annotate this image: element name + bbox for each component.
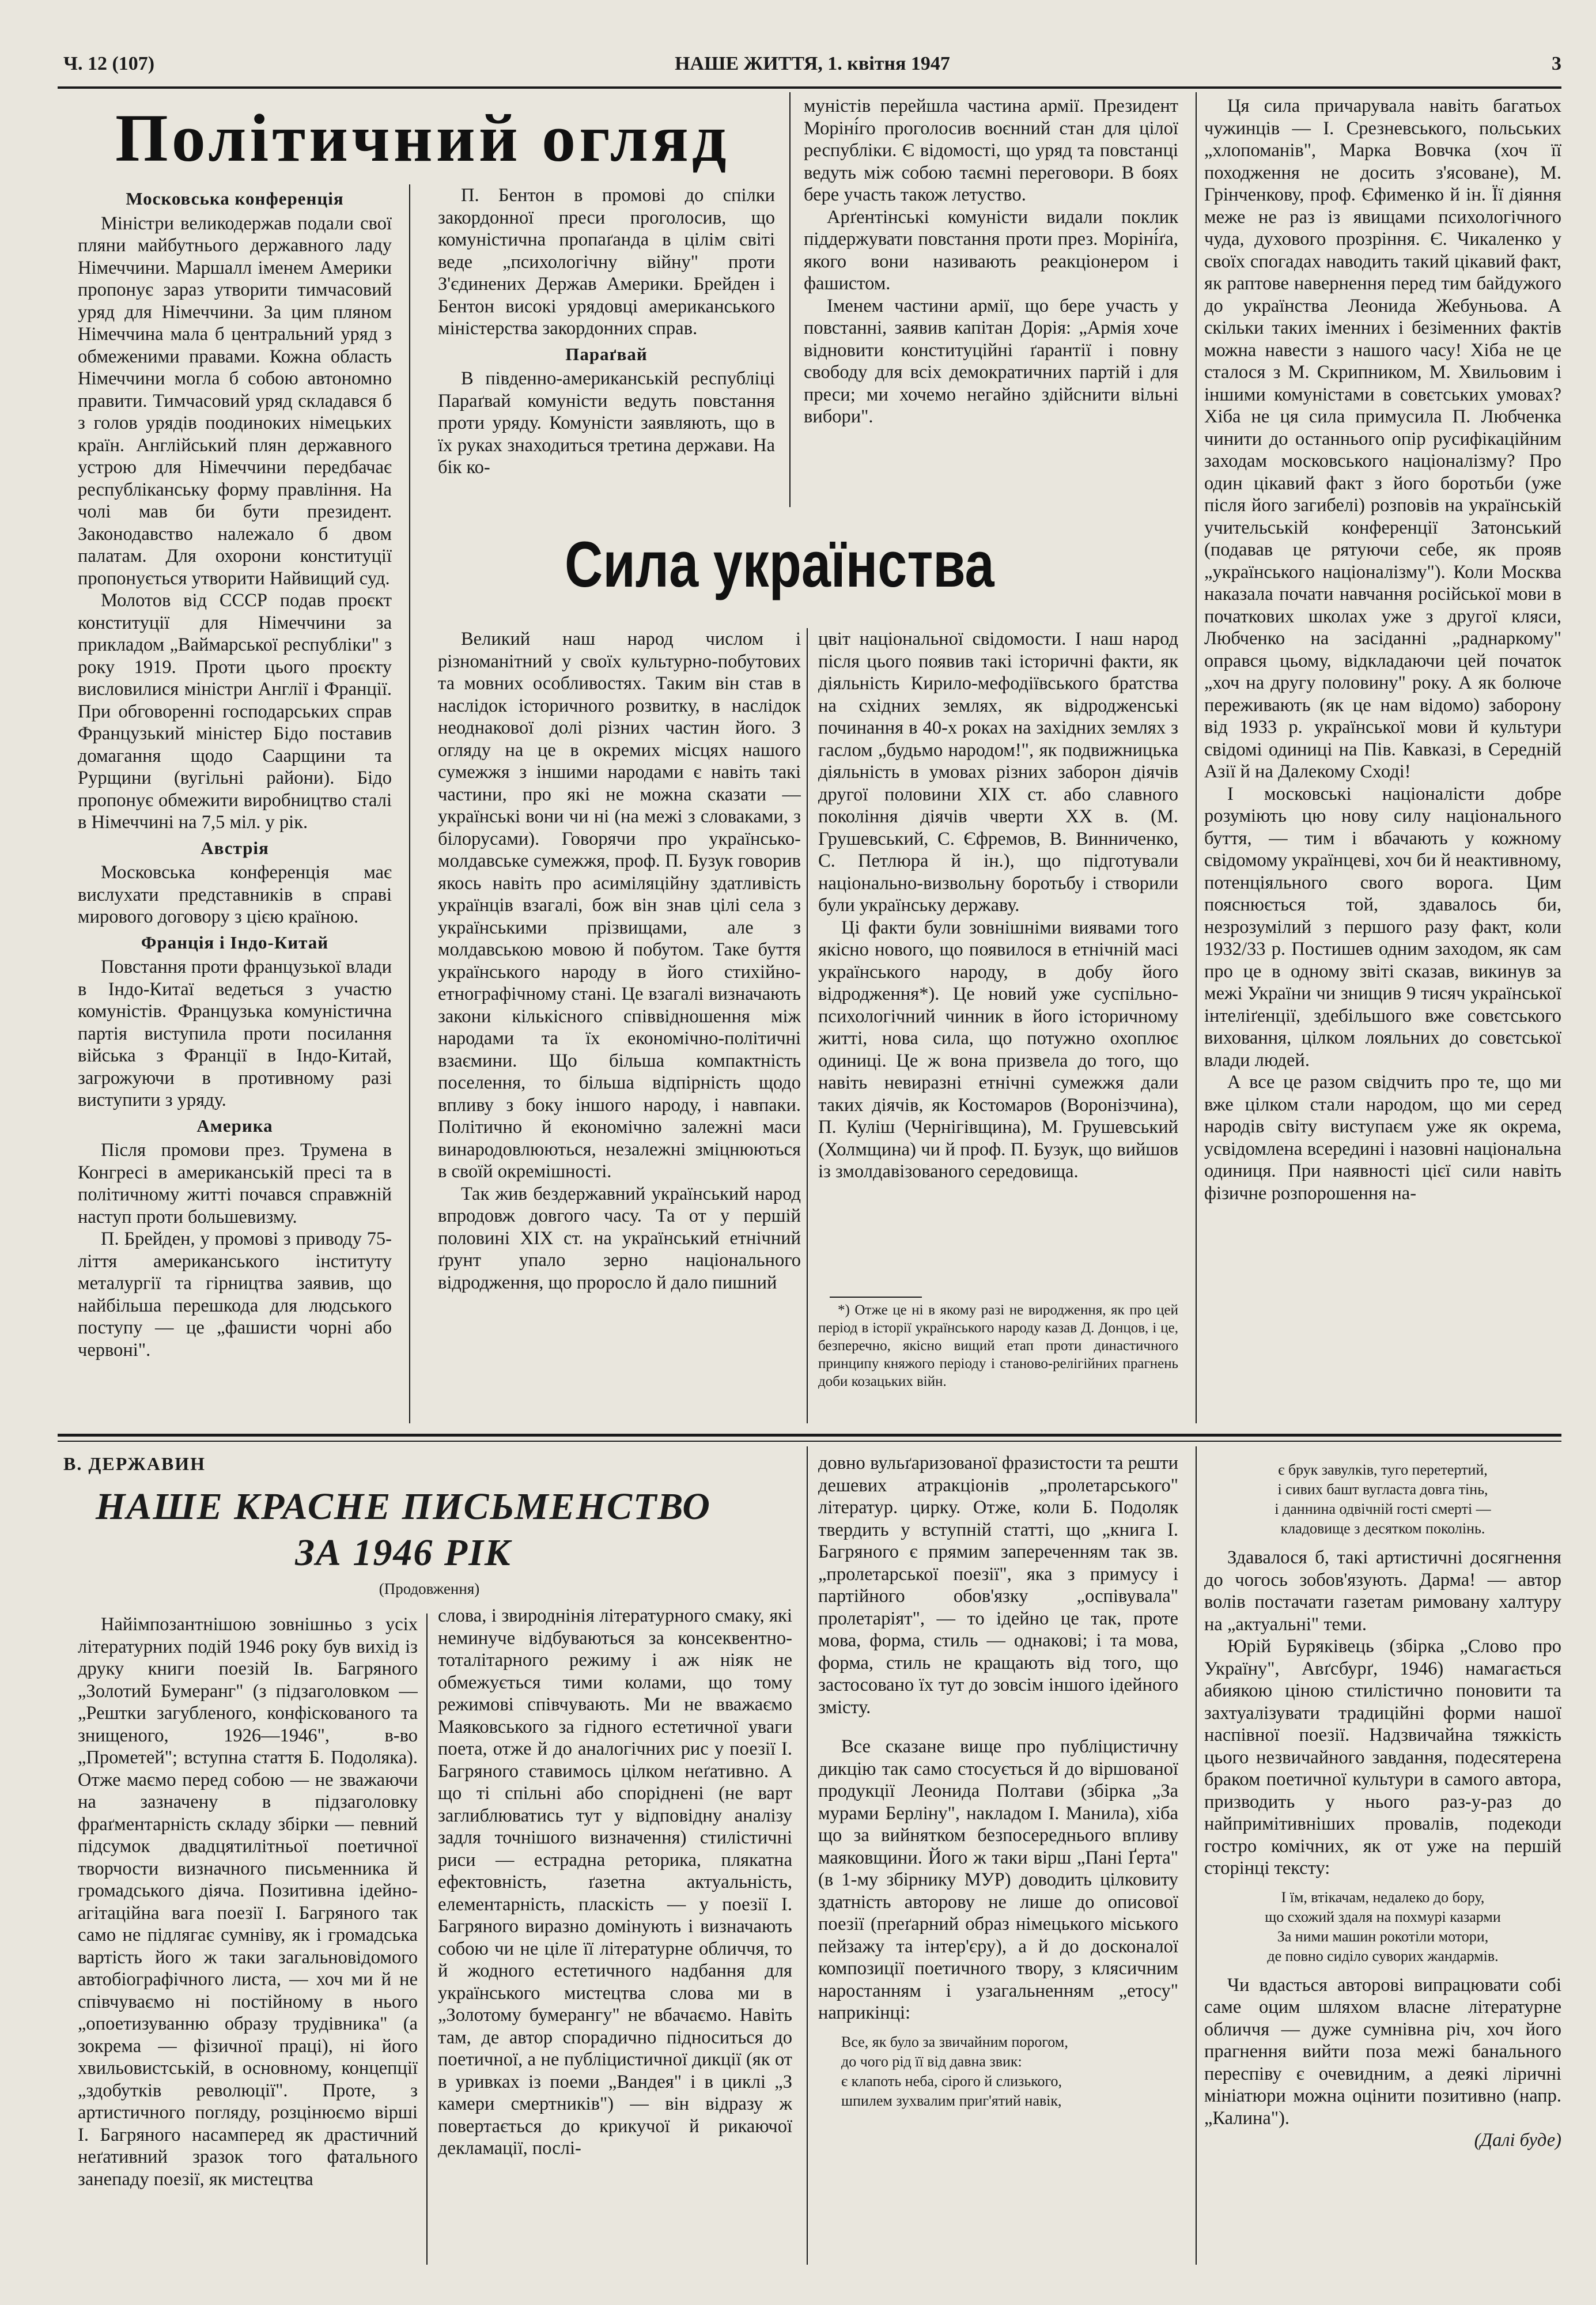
column-rule	[409, 184, 410, 1423]
poem-line: де повно сиділо суворих жандармів.	[1267, 1947, 1499, 1964]
issue-number: Ч. 12 (107)	[63, 53, 155, 74]
article1-column-2	[438, 184, 775, 507]
paragraph: Арґентінські комуністи видали поклик піддержувати повстання проти през. Моріні́ґа, якого вони називають реакціонером і фашистом.	[804, 206, 1178, 294]
column-rule	[789, 92, 791, 507]
paragraph: муністів перейшла частина армії. Президент Моріні́го проголосив воєнний стан для цілої республіки. Є відомості, що уряд та повстанці ведуть між собою таємні переговори. В боях бере участь також летуство.	[804, 96, 1178, 205]
article3-column-3	[818, 1452, 1178, 2265]
poem-excerpt-2	[1204, 1460, 1561, 1539]
column-rule	[1196, 92, 1197, 1423]
paragraph: Великий наш народ числом і різноманітний у своїх культурно-побутових та мовних особливостях. Таким він став в наслідок історичного розвитку, в наслідок неоднакової долі різних частин його. З огляду на це в окремих місцях нашого сумежжя з іншими народами є навіть такі частини, про які не можна сказати — українські вони чи ні (на межі з словаками, з білорусами). Говорячи про українсько-молдавське сумежжя, проф. П. Бузук говорив якось навіть про асиміляційну здатливість українців взагалі, бож він знав цілі села з українськими прізвищами, але з молдавською мовою й побутом. Таке буття українського народу в його стихійно-етнографічному стані. Це взагалі визначають закони кількісного співвідношення між народами та їх економічно-політичні взаємини. Що більша компактність поселення, то більша відпірність щодо впливу з боку іншого народу, і навпаки. Політично й економічно залежні маси винародовлюються, незалежні зміцнюються в своїй окремішності.	[438, 629, 801, 1182]
poem-line: що схожий здаля на похмурі казарми	[1265, 1908, 1501, 1925]
article3-column-2	[438, 1605, 792, 2265]
poem-line: до чого рід її від давна звик:	[841, 2053, 1022, 2070]
article2-column-1	[438, 628, 801, 1423]
paragraph: Ця сила причарувала навіть багатьох чужинців — І. Срезневського, польських „хлопоманів", Марка Вовчка (хоч її походження не досить з'ясоване), М. Грінченкову, проф. Єфименко й ін. Її діяння меже не раз із явищами психологічного чуда, духового прозріння. Є. Чикаленко у своїх спогадах наводить такий цікавий факт, як раптове навернення перед тим байдужого до українства Леонида Жебуньова. А скільки таких іменних і безіменних фактів можна навести з нашого часу! Хіба не це сталося з М. Скрипником, М. Хвильовим і іншими комуністами в совєтських умовах? Хіба не ця сила примусила П. Любченка чинити до останнього опір русифікаційним заходам московського націоналізму? Про один цікавий факт з його боротьби (уже після його загибелі) розповів на українській учительській конференції Затонський (подавав це рятуючи себе, як прояв „українського націоналізму"). Коли Москва наказала почати навчання російської мови в початкових школах уже з другої кляси, Любченко на засіданні „раднаркому" оправся цьому, відкладаючи цей початок „хоч на другу половину" року. А як болюче переживають (як це нам відомо) заборону від 1933 р. української мови й культури свідомі одиниці на Пів. Кавказі, в Середній Азії й на Далекому Сході!	[1204, 96, 1561, 782]
poem-line: Все, як було за звичайним порогом,	[841, 2033, 1068, 2050]
subhead-america: Америка	[196, 1115, 273, 1136]
paper-title-date: НАШЕ ЖИТТЯ, 1. квітня 1947	[675, 53, 950, 74]
article3-column-4	[1204, 1452, 1561, 2265]
paragraph: А все це разом свідчить про те, що ми вже цілком стали народом, що ми серед народів світу виступаєм уже як окрема, усвідомлена всередині і назовні національна одиниця. При наявності цієї сили навіть фізичне розпорошення на-	[1204, 1072, 1561, 1204]
subhead-france-indochina: Франція і Індо-Китай	[141, 932, 329, 953]
paragraph: П. Бентон в промові до спілки закордонної преси проголосив, що комуністична пропаґанда в цілім світі веде „психологічну війну" проти З'єдинених Держав Америки. Брейден і Бентон високі урядовці американського міністерства закордонних справ.	[438, 185, 775, 339]
footnote-rule	[830, 1297, 922, 1298]
section-rule-thin	[58, 1441, 1561, 1442]
paragraph: Московська конференція має вислухати представників в справі мирового договору з цією країною.	[78, 862, 392, 927]
masthead	[63, 53, 1561, 82]
section-rule	[58, 1434, 1561, 1437]
paragraph: Молотов від СССР подав проєкт конституції для Німеччини за прикладом „Ваймарської республіки" з року 1919. Проти цього проєкту висловилися міністри Англії і Франції. При обговоренні господарських справ Французький міністер Бідо поставив домагання щодо Саарщини та Рурщини (вугільні райони). Бідо пропонує обмежити виробництво сталі в Німеччині на 7,5 міл. у рік.	[78, 590, 392, 833]
paragraph: Міністри великодержав подали свої пляни майбутнього державного ладу Німеччини. Маршалл іменем Америки пропонує зараз утворити тимчасовий уряд для Німеччини. За цим пляном Німеччина мала б центральний уряд з обмеженими правами. Кожна область Німеччини могла б собою автономно правити. Тимчасовий уряд складався б з голов урядів поодиноких німецьких країн. Англійський плян державного устрою для Німеччини передбачає республіканську форму правління. На чолі мав би бути президент. Законодавство належало б двом палатам. Для охорони конституції пропонується утворити Найвищий суд.	[78, 213, 392, 589]
paragraph: Чи вдасться авторові випрацювати собі саме оцим шляхом власне літературне обличчя — дуже сумнівна річ, хоч його прагнення вийти поза межі банального переспіву є очевидним, а деякі ліричні мініатюри можна оцінити позитивно (напр. „Калина").	[1204, 1974, 1561, 2129]
article3-column-1	[78, 1614, 418, 2265]
continued-note: (Продовження)	[379, 1580, 480, 1597]
article1-column-1	[78, 184, 392, 1423]
poem-line: є брук завулків, туго перетертий,	[1278, 1461, 1488, 1478]
paragraph: Все сказане вище про публіцистичну дикцію так само стосується й до віршованої продукції Леонида Полтави (збірка „За мурами Берліну", накладом І. Манила), хіба що за вийнятком безпосереднього впливу маяковщини. Його ж таки вірш „Пані Ґерта" (в 1-му збірнику МУР) доводить цілковиту здатність авторову не лише до описової поезії (преґарний образ німецького міського пейзажу та інтер'єру), а й до досконалої композиції поетичного твору, з клясичним наростанням і узагальненням „етосу" наприкінці:	[818, 1736, 1178, 2023]
column-rule	[807, 628, 808, 1423]
paragraph: Повстання проти французької влади в Індо-Китаї ведеться з участю комуністів. Французька комуністична партія виступила проти посилання війська з Франції в Індо-Китай, загрожуючи в противному разі виступити з уряду.	[78, 957, 392, 1110]
paragraph: Після промови през. Трумена в Конгресі в американській пресі та в політичному житті почався справжній наступ проти большевизму.	[78, 1140, 392, 1227]
poem-line: і даннина одвічній гості смерті —	[1274, 1501, 1491, 1517]
article2-column-2	[818, 628, 1178, 1291]
author-byline: В. ДЕРЖАВИН	[63, 1453, 206, 1474]
headline-line-1: НАШЕ КРАСНЕ ПИСЬМЕНСТВО	[96, 1486, 711, 1528]
column-rule	[426, 1614, 428, 2265]
paragraph: слова, і звироднінія літературного смаку, які неминуче відбуваються за консеквентно-тоталітарного режиму і аж ніяк не обмежується тими колами, що тому режимові співчувають. Ми не вважаємо Маяковського за гідного естетичної уваги поета, отже й до аналогічних рис у поезії І. Багряного ставимось цілком неґативно. А що ті спільні або споріднені (не варт заглиблюватись тут у відповідну аналізу задля точнішого визначення) стилістичні риси — естрадна реторика, плякатна ефектовність, ґазетна актуальність, елементарність, пласкість — у поезії І. Багряного виразно домінують і визначають собою чи не ціле її літературне обличчя, то й жодного естетичного надбання для українського мистецтва слова ми в „Золотому бумерангу" не вбачаємо. Навіть там, де автор спорадично підноситься до поетичної, а не публіцистичної дикції (як от в уривках із поеми „Вандея" і в циклі „З камери смертників") — він відразу ж повертається до крикучої й рикаючої декламації, послі-	[438, 1605, 792, 2159]
paragraph: довно вульґаризованої фразистости та решти дешевих атракціонів „пролетарського" літератур. цирку. Отже, коли Б. Подоляк твердить у вступній статті, що „книга І. Багряного є прямим запереченням так зв. „пролетарської поезії", яка з примусу і партійного обов'язку „оспівувала" пролетаріят", — то ідейно це так, проте мова, форма, стиль — однакові; і та мова, форма, стиль не кращають від того, що застосовано їх тут до зовсім іншого ідейного змісту.	[818, 1453, 1178, 1718]
headline-strength-of-ukrainianness: Сила українства	[565, 528, 994, 600]
paragraph: Так жив бездержавний український народ впродовж довгого часу. Та от у першій половині XIX ст. на український етнічний ґрунт упало зерно національного відродження, що проросло й дало пишний	[438, 1183, 801, 1293]
poem-line: шпилем зухвалим приг'ятий навік,	[841, 2092, 1062, 2109]
masthead-rule	[58, 86, 1561, 89]
poem-line: і сивих башт вугласта довга тінь,	[1277, 1481, 1488, 1498]
page-number: 3	[1552, 53, 1561, 74]
footnote-text: *) Отже це ні в якому разі не виродження, як про цей період в історії українського народу казав Д. Донцов, і це, безперечно, якісно вищий етап проти династичного принципу княжого періоду і станово-релігійних прагнень доби козацьких війн.	[818, 1302, 1178, 1389]
article1-column-3	[804, 95, 1178, 507]
poem-excerpt-1	[841, 2032, 1178, 2111]
column-rule	[1196, 1446, 1197, 2265]
poem-line: є клапоть неба, сірого й слизького,	[841, 2072, 1062, 2089]
subhead-moscow: Московська конференція	[126, 188, 344, 209]
paragraph: Найімпозантнішою зовнішньо з усіх літературних подій 1946 року був вихід із друку книги поезій Ів. Багряного „Золотий Бумеранг" (з підзаголовком — „Рештки загубленого, конфіскованого та знищеного, 1926—1946", в-во „Прометей"; вступна стаття Б. Подоляка). Отже маємо перед собою — не зважаючи на зазначену в підзаголовку фраґментарність складу збірки — певний підсумок двадцятилітньої поетичної творчости визначного письменника й громадського діяча. Позитивна ідейно-агітаційна вага поезії І. Багряного так само не підлягає сумніву, як і громадська вартість його ж таки загальновідомого автобіографічного листа, — хоч ми й не співчуваємо ні постійному в нього „опоетизуванню образу трудівника" (а зокрема — фізичної праці), ні його хвильовистській, в основному, концепції „здобутків революції". Проте, з артистичного погляду, розцінюємо вірші І. Багряного насамперед як драстичний неґативний зразок того фатального занепаду поезії, як мистецтва	[78, 1614, 418, 2190]
article2-column-3	[1204, 95, 1561, 1423]
paragraph: В південно-американській республіці Параґвай комуністи ведуть повстання проти уряду. Комуністи заявляють, що в їх руках знаходиться третина держави. На бік ко-	[438, 368, 775, 478]
to-be-continued: (Далі буде)	[1474, 2130, 1561, 2151]
paragraph: цвіт національної свідомости. І наш народ після цього появив такі історичні факти, як діяльність Кирило-мефодіївського братства на східних землях, як відродженські починання в 40-х роках на західних землях з гаслом „будьмо народом!", як подвижницька діяльність в умовах різних заборон діячів другої половини XIX ст. або славного покоління діячів чверти XX в. (М. Грушевський, С. Єфремов, В. Винниченко, С. Петлюра й ін.), що підготували національно-визвольну боротьбу і створили були українську державу.	[818, 629, 1178, 916]
paragraph: П. Брейден, у промові з приводу 75-ліття американського інституту металургії та гірництва заявив, що найбільша перешкода для людського поступу — це „фашисти чорні або червоні".	[78, 1229, 392, 1361]
poem-line: І їм, втікачам, недалеко до бору,	[1281, 1888, 1485, 1906]
headline-political-review: Політичний огляд	[115, 100, 730, 176]
poem-excerpt-3	[1204, 1888, 1561, 1966]
poem-line: За ними машин рокотіли мотори,	[1277, 1928, 1489, 1945]
paragraph: Здавалося б, такі артистичні досягнення до чогось зобов'язують. Дарма! — автор волів постачати газетам римовану халтуру на „актуальні" теми.	[1204, 1547, 1561, 1635]
poem-line: кладовище з десятком поколінь.	[1280, 1520, 1485, 1537]
column-rule	[807, 1446, 808, 2265]
paragraph: Ці факти були зовнішніми виявами того якісно нового, що появилося в етнічній масі українського народу, в добу його відродження*). Це новий уже суспільно-психологічний чинник в його історичному житті, нова сила, що потужно охоплює одиниці. Це ж вона призвела до того, що навіть невиразні етнічні сумежжя дали таких діячів, як Костомаров (Воронізчина), П. Куліш (Чернігівщина), М. Грушевський (Холмщина) чи й проф. П. Бузук, що вийшов із змолдавізованого середовища.	[818, 917, 1178, 1182]
subhead-austria: Австрія	[201, 837, 269, 858]
paragraph: І московські націоналісти добре розуміють цю нову силу національного буття, — тим і вбачають у кожному свідомому українцеві, хоч би й неактивному, потенціяльного свого ворога. Цим пояснюється той, здавалось би, незрозумілий з першого разу факт, коли 1932/33 р. Постишев одним заходом, як сам про це в одному звіті сказав, викинув за межі України чи знищив 9 тисяч української інтеліґенції, здебільшого вже совєтського виховання, цілком лояльних до совєтської влади людей.	[1204, 783, 1561, 1071]
subhead-paraguay: Параґвай	[565, 343, 648, 364]
footnote	[818, 1301, 1178, 1425]
headline-line-2: ЗА 1946 РІК	[295, 1532, 512, 1574]
paragraph: Юрій Буряківець (збірка „Слово про Україну", Авґсбурґ, 1946) намагається абиякою ціною стилістично поновити та захтуалізувати традиційні форми нашої наспівної поезії. Надзвичайна тяжкість цього незвичайного завдання, подесятерена браком поетичної культури в самого автора, призводить у нього раз-у-раз до найпримітивніших провалів, подекоди гостро комічних, як от уже на першій сторінці тексту:	[1204, 1636, 1561, 1879]
paragraph: Іменем частини армії, що бере участь у повстанні, заявив капітан Дорія: „Армія хоче відновити конституційні ґарантії і повну свободу для всіх демократичних партій і для преси; ми хочемо негайно здійснити вільні вибори".	[804, 295, 1178, 427]
headline-literature-1946	[63, 1484, 743, 1576]
